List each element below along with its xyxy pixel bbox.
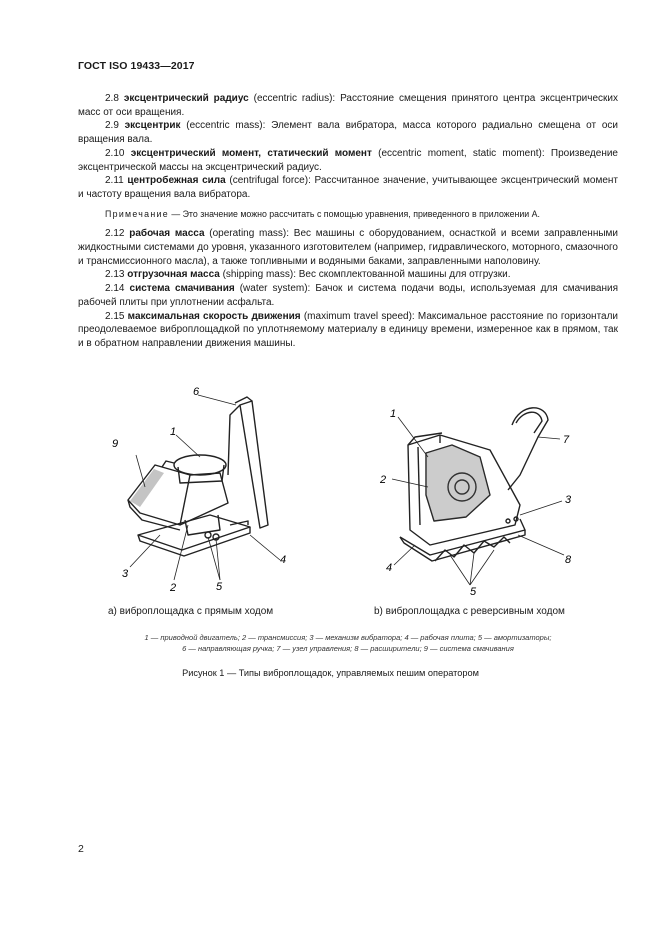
label-a-2: 2 bbox=[170, 582, 177, 594]
page-number: 2 bbox=[78, 843, 84, 855]
definition-2-13: 2.13 отгрузочная масса (shipping mass): Вес скомплектованной машины для отгрузки. bbox=[105, 269, 511, 281]
document-header: ГОСТ ISO 19433—2017 bbox=[78, 60, 195, 72]
label-a-1: 1 bbox=[170, 426, 177, 438]
figure-b-drawing bbox=[370, 395, 590, 600]
label-b-1: 1 bbox=[390, 408, 397, 420]
label-b-7: 7 bbox=[563, 434, 570, 446]
label-b-2: 2 bbox=[380, 474, 387, 486]
figure-title: Рисунок 1 — Типы виброплощадок, управляемых пешим оператором bbox=[182, 668, 479, 678]
legend-line-1: 1 — приводной двигатель; 2 — трансмиссия; 3 — механизм вибратора; 4 — рабочая плита; 5 — амортизаторы; bbox=[144, 633, 552, 642]
figure-legend bbox=[78, 632, 618, 654]
definition-2-10: 2.10 эксцентрический момент, статический момент (eccentric moment, static moment): Произведение эксцентрической массы на эксцентрический радиус. bbox=[78, 147, 618, 173]
label-a-9: 9 bbox=[112, 438, 119, 450]
legend-line-2: 6 — направляющая ручка; 7 — узел управления; 8 — расширители; 9 — система смачивания bbox=[182, 644, 514, 653]
label-b-8: 8 bbox=[565, 554, 572, 566]
definition-2-15: 2.15 максимальная скорость движения (maximum travel speed): Максимальное расстояние по горизонтали преодолеваемое виброплощадкой по уплотняемому материалу в единицу времени, измеренное как в прямом, так и в обратном направлении движения машины. bbox=[78, 310, 619, 349]
figure-caption-b: b) виброплощадка с реверсивным ходом bbox=[374, 606, 565, 617]
label-b-3: 3 bbox=[565, 494, 572, 506]
label-a-6: 6 bbox=[193, 386, 200, 398]
label-a-3: 3 bbox=[122, 568, 129, 580]
definition-2-11: 2.11 центробежная сила (centrifugal force): Рассчитанное значение, учитывающее эксцентрический момент и частоту вращения вала вибратора. bbox=[78, 175, 618, 200]
label-b-4: 4 bbox=[386, 562, 393, 574]
label-a-5: 5 bbox=[216, 581, 223, 593]
label-a-4: 4 bbox=[280, 554, 287, 566]
note: Примечание — Это значение можно рассчитать с помощью уравнения, приведенного в приложении А. bbox=[105, 208, 540, 219]
definition-2-9: 2.9 эксцентрик (eccentric mass): Элемент вала вибратора, масса которого радиально смещена от оси вращения вала. bbox=[78, 120, 618, 146]
figure-caption-a: а) виброплощадка с прямым ходом bbox=[108, 606, 274, 617]
document-body bbox=[78, 92, 618, 351]
definition-2-8: 2.8 эксцентрический радиус (eccentric radius): Расстояние смещения принятого центра эксцентрических масс от оси вращения. bbox=[78, 93, 619, 118]
figure-a-drawing bbox=[100, 375, 320, 600]
definition-2-14: 2.14 система смачивания (water system): Бачок и система подачи воды, используемая для смачивания рабочей плиты при уплотнении асфальта. bbox=[78, 283, 618, 308]
definition-2-12: 2.12 рабочая масса (operating mass): Вес машины с оборудованием, оснасткой и всеми заправленными жидкостными системами до уровня, указанного изготовителем (например, гидравлического, моторного, смазочного и трансмиссионного масла), а также топливными и водяными баками, заправленными наполовину. bbox=[78, 228, 618, 267]
label-b-5: 5 bbox=[470, 586, 477, 598]
